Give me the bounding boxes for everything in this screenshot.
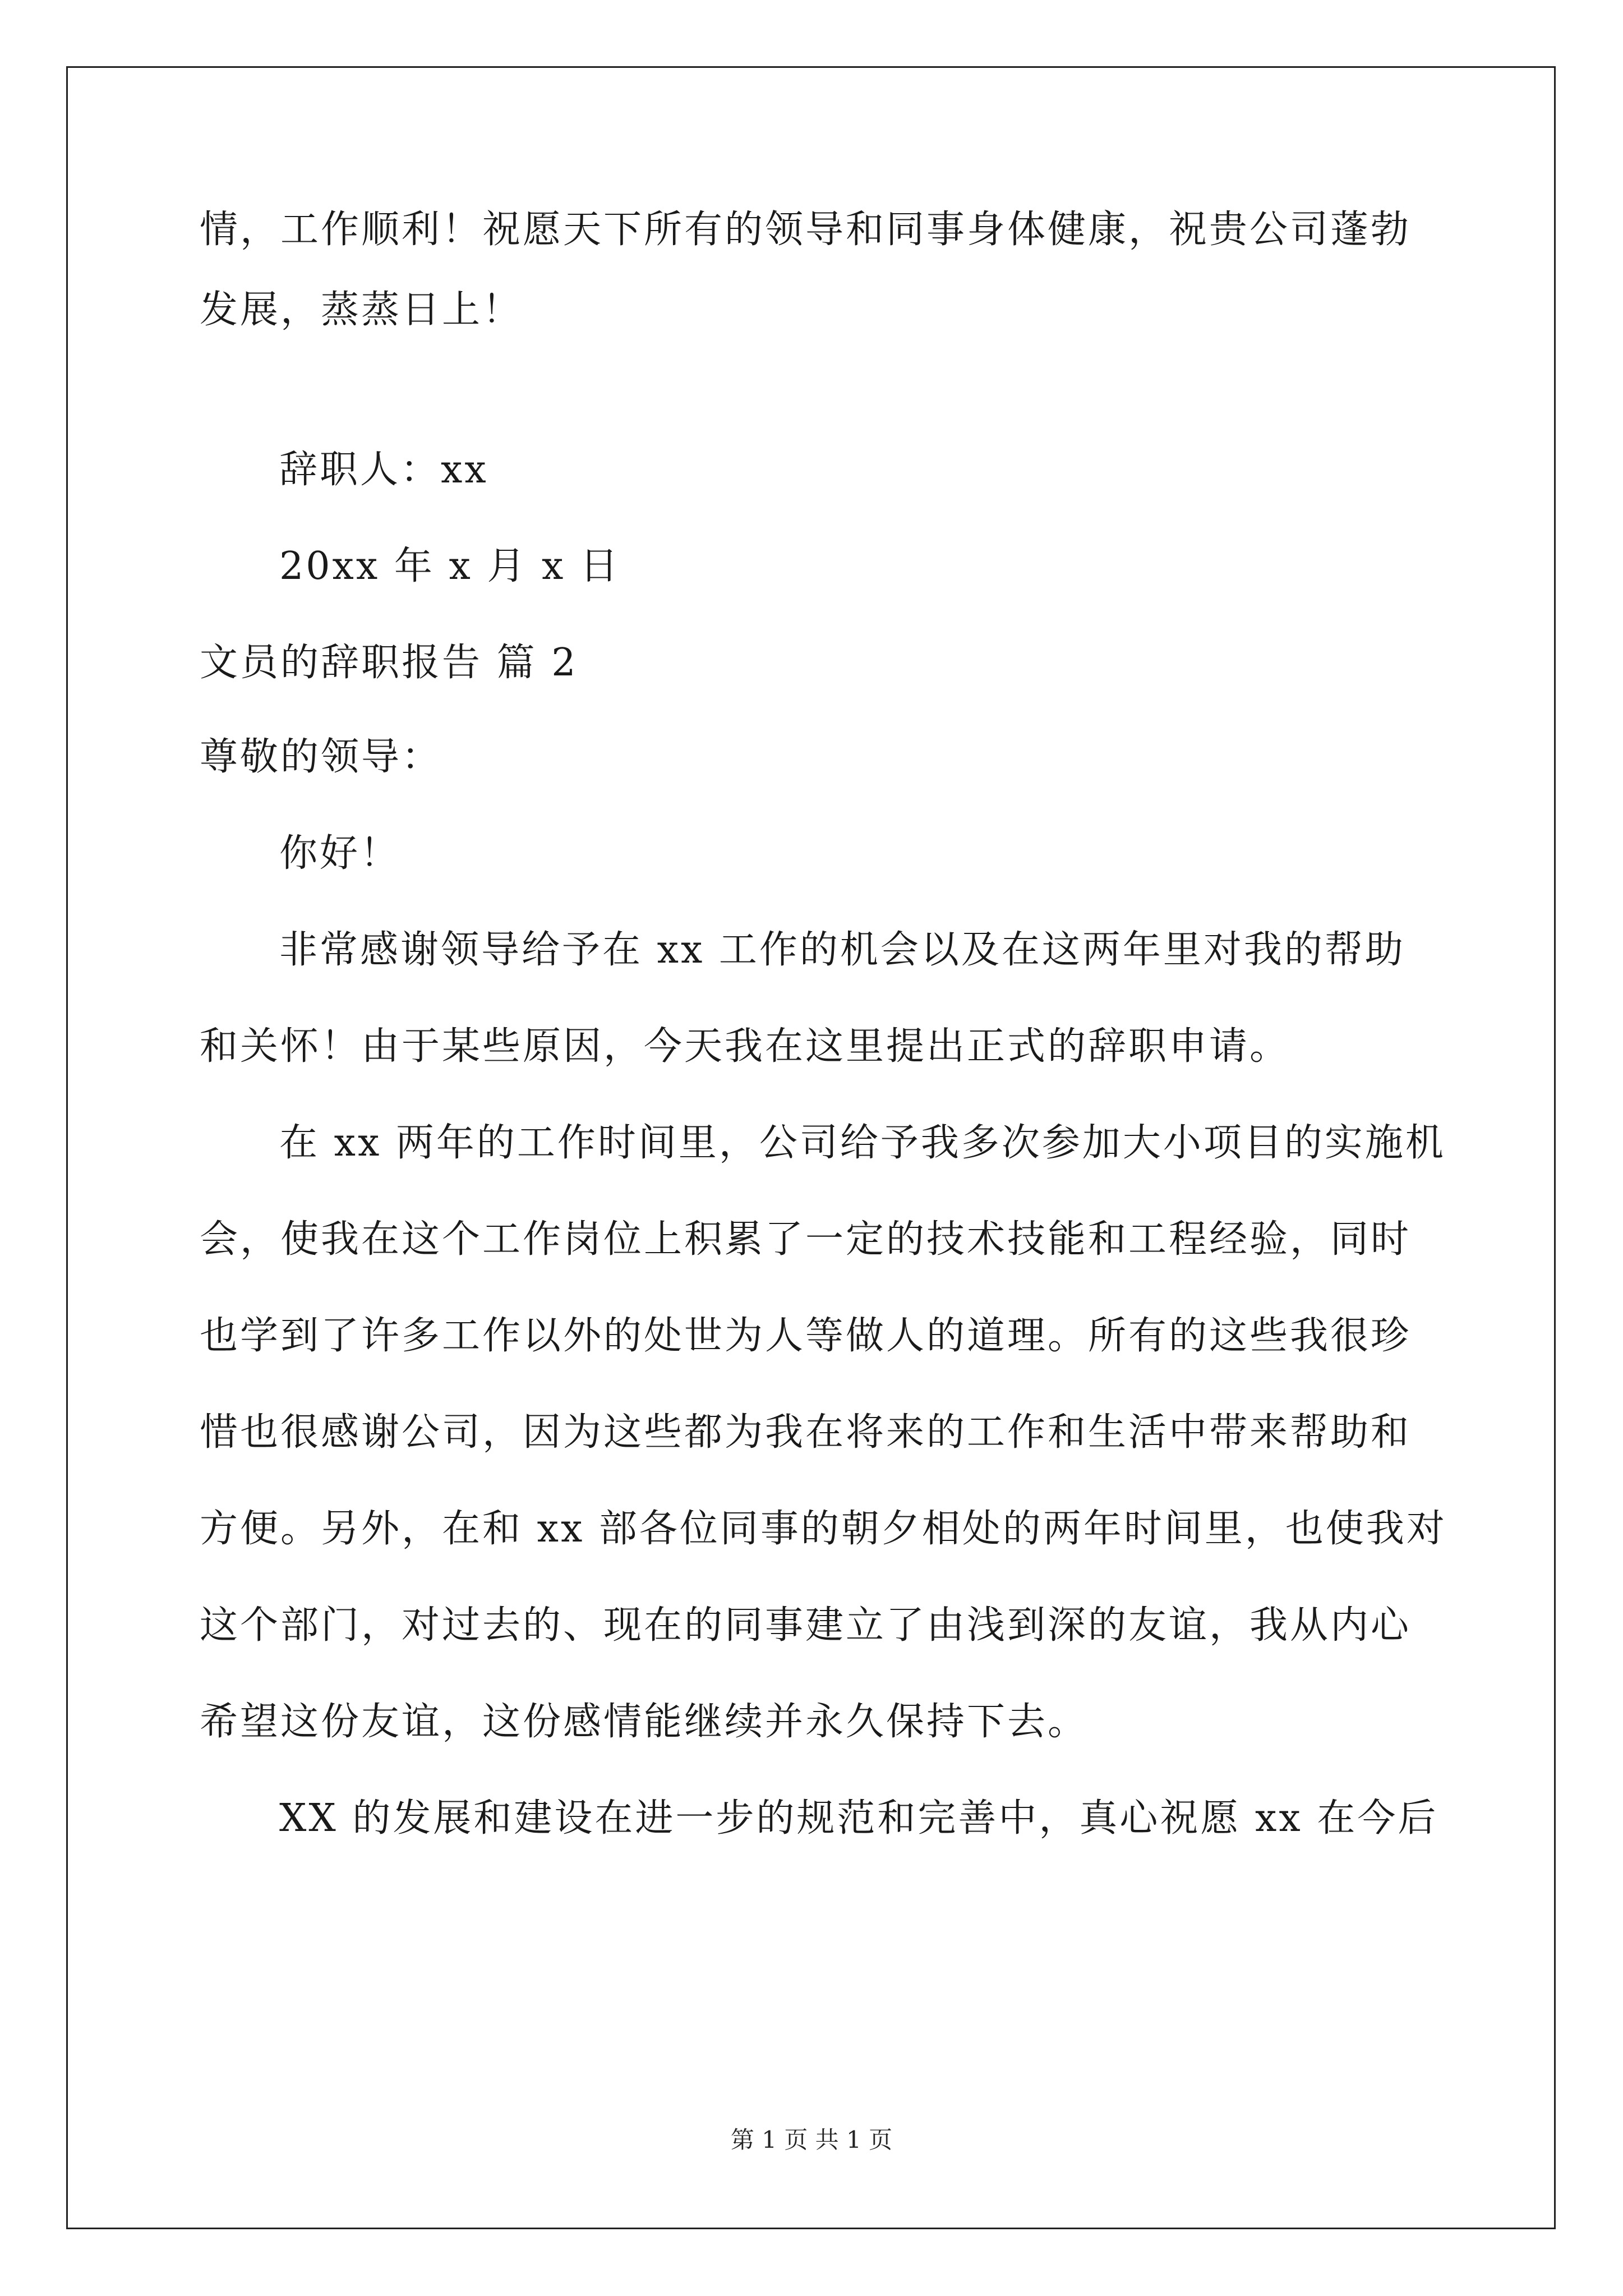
- text-line: 情，工作顺利！祝愿天下所有的领导和同事身体健康，祝贵公司蓬勃: [200, 208, 1412, 252]
- text-line: 这个部门，对过去的、现在的同事建立了由浅到深的友谊，我从内心: [200, 1603, 1412, 1648]
- text-line: 和关怀！由于某些原因，今天我在这里提出正式的辞职申请。: [200, 1024, 1290, 1069]
- greeting: 你好！: [279, 831, 401, 876]
- date-line: 20xx 年 x 月 x 日: [279, 544, 621, 588]
- text-line: 会，使我在这个工作岗位上积累了一定的技术技能和工程经验，同时: [200, 1217, 1412, 1262]
- text-line: 希望这份友谊，这份感情能继续并永久保持下去。: [200, 1700, 1089, 1744]
- text-line: 惜也很感谢公司，因为这些都为我在将来的工作和生活中带来帮助和: [200, 1410, 1412, 1455]
- text-line: 在 xx 两年的工作时间里，公司给予我多次参加大小项目的实施机: [279, 1121, 1446, 1165]
- text-line: 发展，蒸蒸日上！: [200, 288, 523, 332]
- salutation: 尊敬的领导：: [200, 735, 442, 779]
- text-line: 非常感谢领导给予在 xx 工作的机会以及在这两年里对我的帮助: [279, 928, 1405, 972]
- signature-line: 辞职人：xx: [279, 448, 488, 492]
- page-footer: 第 1 页 共 1 页: [730, 2126, 893, 2154]
- text-line: XX 的发展和建设在进一步的规范和完善中，真心祝愿 xx 在今后: [279, 1796, 1438, 1841]
- text-line: 方便。另外，在和 xx 部各位同事的朝夕相处的两年时间里，也使我对: [200, 1507, 1447, 1551]
- section-heading: 文员的辞职报告 篇 2: [200, 641, 578, 685]
- text-line: 也学到了许多工作以外的处世为人等做人的道理。所有的这些我很珍: [200, 1314, 1412, 1358]
